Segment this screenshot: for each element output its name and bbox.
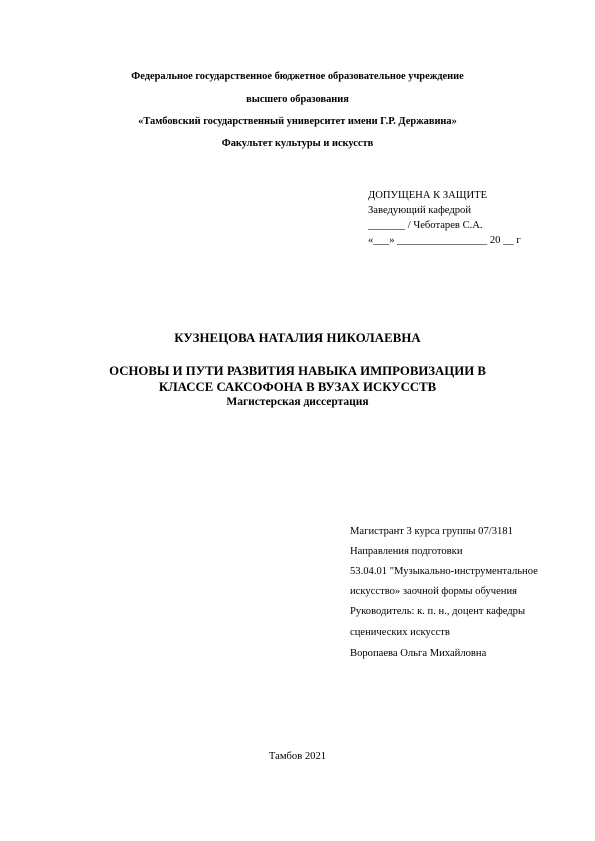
approval-signature-line: _______ / Чеботарев С.А. xyxy=(368,220,483,231)
supervisor-line-1: Руководитель: к. п. н., доцент кафедры xyxy=(350,606,526,617)
thesis-title-line-1: ОСНОВЫ И ПУТИ РАЗВИТИЯ НАВЫКА ИМПРОВИЗАЦИИ В xyxy=(109,364,486,378)
institution-line-3: «Тамбовский государственный университет имени Г.Р. Державина» xyxy=(138,116,457,127)
thesis-title-line-2: КЛАССЕ САКСОФОНА В ВУЗАХ ИСКУССТВ xyxy=(158,380,437,394)
student-info-line-2: Направления подготовки xyxy=(350,546,463,557)
institution-line-2: высшего образования xyxy=(246,94,349,105)
city-year: Тамбов 2021 xyxy=(268,751,327,762)
supervisor-line-2: сценических искусств xyxy=(350,627,450,638)
faculty-line: Факультет культуры и искусств xyxy=(221,138,374,149)
student-info-line-1: Магистрант 3 курса группы 07/3181 xyxy=(350,526,513,537)
approval-heading: ДОПУЩЕНА К ЗАЩИТЕ xyxy=(368,190,488,201)
approval-head-of-department: Заведующий кафедрой xyxy=(368,205,472,216)
institution-line-1: Федеральное государственное бюджетное образовательное учреждение xyxy=(131,71,464,82)
student-info-line-3: 53.04.01 "Музыкально-инструментальное xyxy=(350,566,538,577)
supervisor-name: Воропаева Ольга Михайловна xyxy=(350,648,487,659)
thesis-type: Магистерская диссертация xyxy=(226,396,369,408)
student-info-line-4: искусство» заочной формы обучения xyxy=(350,586,517,597)
author-name: КУЗНЕЦОВА НАТАЛИЯ НИКОЛАЕВНА xyxy=(174,331,421,345)
approval-date-line: «___» _________________ 20 __ г xyxy=(368,235,521,246)
